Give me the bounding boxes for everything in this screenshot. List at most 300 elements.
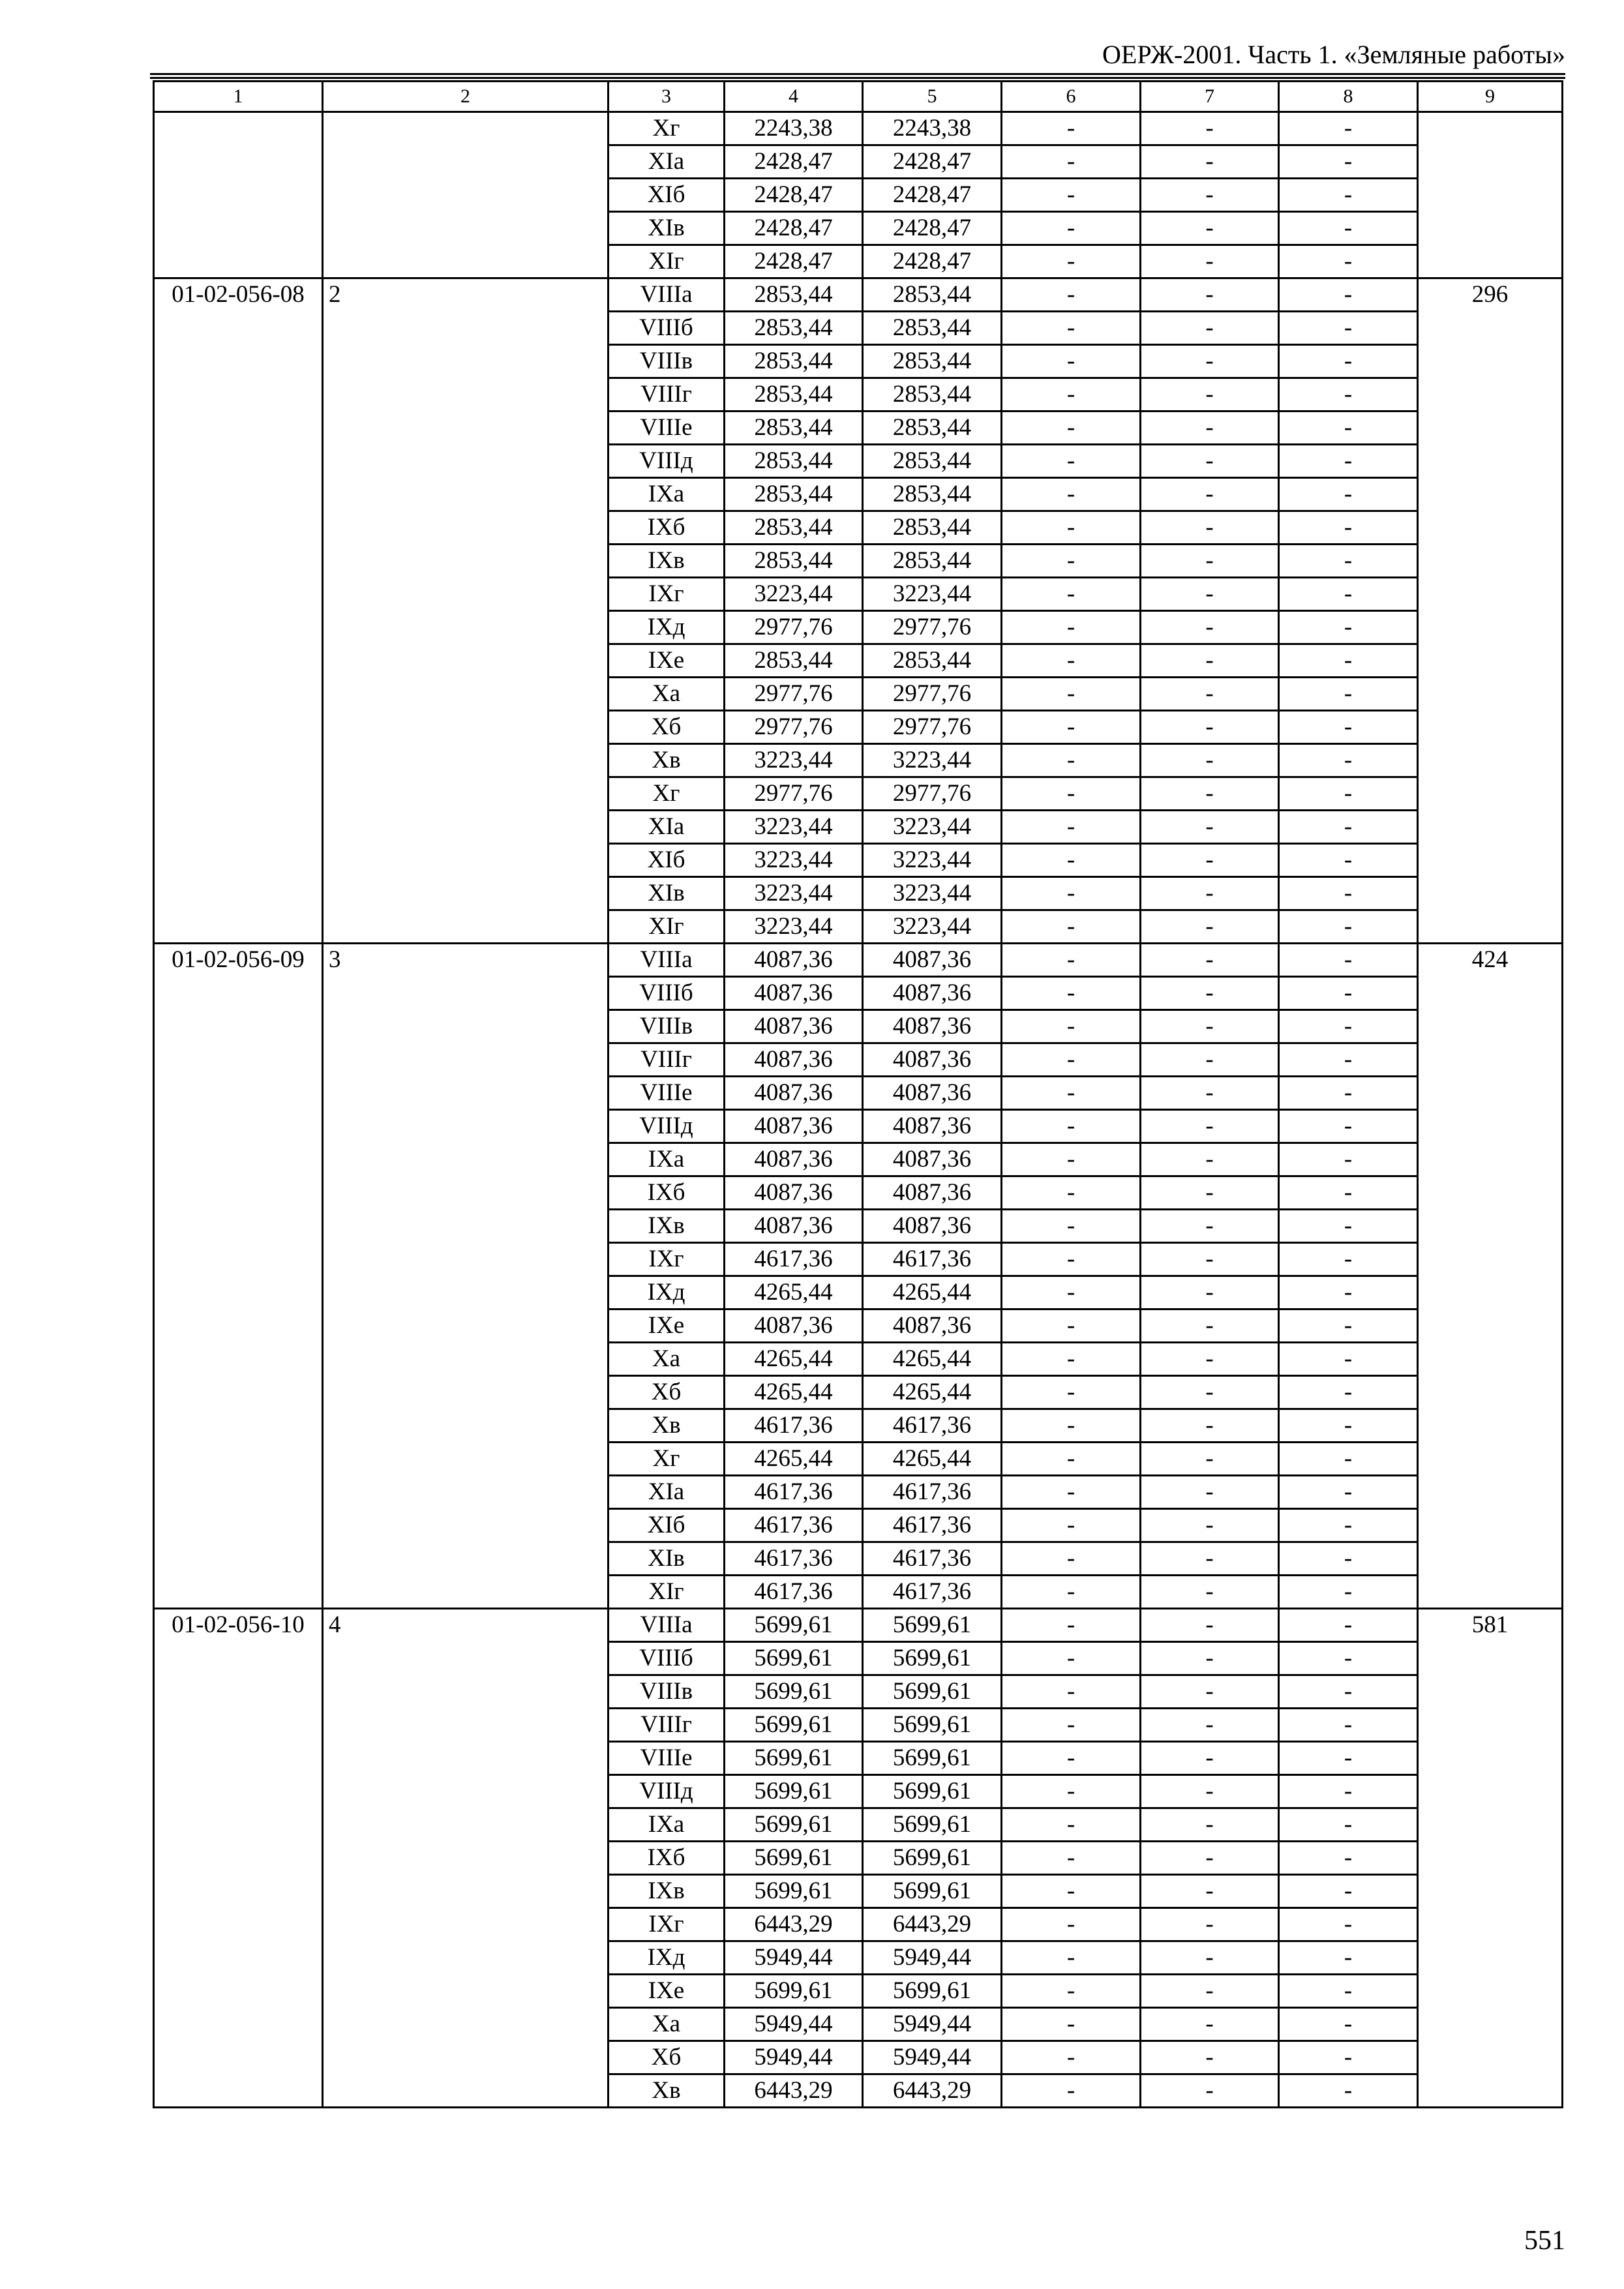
soil-group-cell: Xг xyxy=(609,1443,725,1476)
material-cost-cell: - xyxy=(1279,644,1418,678)
material-cost-cell: - xyxy=(1279,478,1418,511)
total-cell: 581 xyxy=(1418,1609,1563,2108)
table-row xyxy=(154,944,1563,977)
wage-cell: 5699,61 xyxy=(863,1875,1002,1908)
wage-cell: 2853,44 xyxy=(863,312,1002,345)
material-cost-cell: - xyxy=(1279,1376,1418,1409)
machinist-wage-cell: - xyxy=(1141,145,1279,179)
soil-group-cell: IXг xyxy=(609,1243,725,1276)
wage-cell: 3223,44 xyxy=(863,844,1002,877)
material-cost-cell: - xyxy=(1279,545,1418,578)
wage-cell: 6443,29 xyxy=(863,2074,1002,2108)
cost-cell: 4087,36 xyxy=(725,1043,863,1077)
cost-cell: 2977,76 xyxy=(725,611,863,644)
wage-cell: 3223,44 xyxy=(863,811,1002,844)
cost-cell: 5699,61 xyxy=(725,1775,863,1808)
material-cost-cell: - xyxy=(1279,977,1418,1010)
column-number-row xyxy=(154,82,1563,112)
wage-cell: 2853,44 xyxy=(863,411,1002,445)
machinist-wage-cell: - xyxy=(1141,1343,1279,1376)
machine-cost-cell: - xyxy=(1002,1010,1141,1043)
wage-cell: 2853,44 xyxy=(863,345,1002,378)
soil-group-cell: Xг xyxy=(609,112,725,145)
machine-cost-cell: - xyxy=(1002,1309,1141,1343)
wage-cell: 4087,36 xyxy=(863,1176,1002,1210)
wage-cell: 3223,44 xyxy=(863,910,1002,944)
wage-cell: 2853,44 xyxy=(863,445,1002,478)
rate-code-cell xyxy=(154,112,323,278)
machinist-wage-cell: - xyxy=(1141,378,1279,411)
machinist-wage-cell: - xyxy=(1141,212,1279,245)
wage-cell: 5949,44 xyxy=(863,1941,1002,1975)
wage-cell: 4265,44 xyxy=(863,1443,1002,1476)
machine-cost-cell: - xyxy=(1002,977,1141,1010)
rate-code-cell: 01-02-056-10 xyxy=(154,1609,323,2108)
wage-cell: 2428,47 xyxy=(863,212,1002,245)
machinist-wage-cell: - xyxy=(1141,611,1279,644)
soil-group-cell: Xа xyxy=(609,1343,725,1376)
soil-group-cell: VIIIе xyxy=(609,411,725,445)
machinist-wage-cell: - xyxy=(1141,278,1279,312)
machine-cost-cell: - xyxy=(1002,1908,1141,1941)
soil-group-cell: XIа xyxy=(609,811,725,844)
material-cost-cell: - xyxy=(1279,1509,1418,1542)
machinist-wage-cell: - xyxy=(1141,1941,1279,1975)
wage-cell: 3223,44 xyxy=(863,877,1002,910)
soil-group-cell: IXд xyxy=(609,1276,725,1309)
column-number: 1 xyxy=(154,82,323,112)
soil-group-cell: VIIIе xyxy=(609,1742,725,1775)
machinist-wage-cell: - xyxy=(1141,1210,1279,1243)
soil-group-cell: XIв xyxy=(609,877,725,910)
machine-cost-cell: - xyxy=(1002,1742,1141,1775)
soil-group-cell: XIг xyxy=(609,910,725,944)
column-number: 4 xyxy=(725,82,863,112)
soil-group-cell: XIв xyxy=(609,212,725,245)
wage-cell: 2977,76 xyxy=(863,777,1002,811)
material-cost-cell: - xyxy=(1279,811,1418,844)
soil-group-cell: VIIIа xyxy=(609,944,725,977)
wage-cell: 4087,36 xyxy=(863,1309,1002,1343)
page-header-title: ОЕРЖ-2001. Часть 1. «Земляные работы» xyxy=(1102,40,1565,69)
material-cost-cell: - xyxy=(1279,1077,1418,1110)
cost-cell: 2428,47 xyxy=(725,245,863,278)
soil-group-cell: VIIIа xyxy=(609,278,725,312)
table-body xyxy=(154,82,1563,2108)
machinist-wage-cell: - xyxy=(1141,944,1279,977)
material-cost-cell: - xyxy=(1279,145,1418,179)
table-row xyxy=(154,1609,1563,1642)
wage-cell: 4087,36 xyxy=(863,1210,1002,1243)
machine-cost-cell: - xyxy=(1002,345,1141,378)
wage-cell: 5699,61 xyxy=(863,1842,1002,1875)
soil-group-cell: IXд xyxy=(609,1941,725,1975)
cost-cell: 2853,44 xyxy=(725,478,863,511)
machine-cost-cell: - xyxy=(1002,644,1141,678)
total-cell xyxy=(1418,112,1563,278)
total-cell: 296 xyxy=(1418,278,1563,944)
material-cost-cell: - xyxy=(1279,1243,1418,1276)
wage-cell: 5699,61 xyxy=(863,1775,1002,1808)
machinist-wage-cell: - xyxy=(1141,245,1279,278)
machine-cost-cell: - xyxy=(1002,711,1141,744)
material-cost-cell: - xyxy=(1279,312,1418,345)
material-cost-cell: - xyxy=(1279,1576,1418,1609)
machine-cost-cell: - xyxy=(1002,1675,1141,1709)
cost-cell: 3223,44 xyxy=(725,877,863,910)
wage-cell: 2853,44 xyxy=(863,278,1002,312)
machinist-wage-cell: - xyxy=(1141,1143,1279,1176)
machinist-wage-cell: - xyxy=(1141,1576,1279,1609)
material-cost-cell: - xyxy=(1279,1110,1418,1143)
material-cost-cell: - xyxy=(1279,345,1418,378)
wage-cell: 3223,44 xyxy=(863,578,1002,611)
wage-cell: 2853,44 xyxy=(863,378,1002,411)
machinist-wage-cell: - xyxy=(1141,1243,1279,1276)
wage-cell: 5699,61 xyxy=(863,1742,1002,1775)
machine-cost-cell: - xyxy=(1002,1842,1141,1875)
cost-cell: 4617,36 xyxy=(725,1243,863,1276)
soil-group-cell: IXе xyxy=(609,1309,725,1343)
material-cost-cell: - xyxy=(1279,2074,1418,2108)
material-cost-cell: - xyxy=(1279,411,1418,445)
soil-group-cell: VIIIб xyxy=(609,977,725,1010)
wage-cell: 5699,61 xyxy=(863,1709,1002,1742)
cost-cell: 4087,36 xyxy=(725,1010,863,1043)
wage-cell: 4617,36 xyxy=(863,1243,1002,1276)
soil-group-cell: Xб xyxy=(609,2041,725,2074)
machine-cost-cell: - xyxy=(1002,312,1141,345)
material-cost-cell: - xyxy=(1279,944,1418,977)
wage-cell: 4265,44 xyxy=(863,1376,1002,1409)
machinist-wage-cell: - xyxy=(1141,1409,1279,1443)
wage-cell: 4617,36 xyxy=(863,1542,1002,1576)
cost-cell: 2853,44 xyxy=(725,411,863,445)
soil-group-cell: VIIIд xyxy=(609,445,725,478)
machinist-wage-cell: - xyxy=(1141,1875,1279,1908)
machine-cost-cell: - xyxy=(1002,1975,1141,2008)
wage-cell: 2428,47 xyxy=(863,179,1002,212)
machine-cost-cell: - xyxy=(1002,2008,1141,2041)
wage-cell: 5699,61 xyxy=(863,1975,1002,2008)
cost-cell: 2853,44 xyxy=(725,378,863,411)
material-cost-cell: - xyxy=(1279,1808,1418,1842)
soil-group-cell: IXб xyxy=(609,511,725,545)
cost-cell: 3223,44 xyxy=(725,811,863,844)
cost-cell: 4087,36 xyxy=(725,944,863,977)
material-cost-cell: - xyxy=(1279,1709,1418,1742)
wage-cell: 4617,36 xyxy=(863,1509,1002,1542)
machine-cost-cell: - xyxy=(1002,1110,1141,1143)
wage-cell: 4617,36 xyxy=(863,1476,1002,1509)
material-cost-cell: - xyxy=(1279,1143,1418,1176)
machine-cost-cell: - xyxy=(1002,378,1141,411)
machinist-wage-cell: - xyxy=(1141,1476,1279,1509)
machine-cost-cell: - xyxy=(1002,910,1141,944)
column-number: 7 xyxy=(1141,82,1279,112)
cost-cell: 3223,44 xyxy=(725,844,863,877)
wage-cell: 2853,44 xyxy=(863,478,1002,511)
material-cost-cell: - xyxy=(1279,2008,1418,2041)
machine-cost-cell: - xyxy=(1002,1509,1141,1542)
soil-group-cell: VIIIд xyxy=(609,1775,725,1808)
material-cost-cell: - xyxy=(1279,1975,1418,2008)
machine-cost-cell: - xyxy=(1002,245,1141,278)
soil-group-cell: VIIIе xyxy=(609,1077,725,1110)
wage-cell: 4087,36 xyxy=(863,1010,1002,1043)
cost-cell: 3223,44 xyxy=(725,910,863,944)
machine-cost-cell: - xyxy=(1002,1642,1141,1675)
soil-group-cell: IXе xyxy=(609,1975,725,2008)
machinist-wage-cell: - xyxy=(1141,1842,1279,1875)
machine-cost-cell: - xyxy=(1002,1043,1141,1077)
material-cost-cell: - xyxy=(1279,1875,1418,1908)
cost-cell: 4087,36 xyxy=(725,1210,863,1243)
machine-cost-cell: - xyxy=(1002,1476,1141,1509)
soil-group-cell: VIIIв xyxy=(609,345,725,378)
cost-cell: 4617,36 xyxy=(725,1576,863,1609)
machinist-wage-cell: - xyxy=(1141,511,1279,545)
machinist-wage-cell: - xyxy=(1141,678,1279,711)
machinist-wage-cell: - xyxy=(1141,1675,1279,1709)
cost-cell: 2853,44 xyxy=(725,345,863,378)
machine-cost-cell: - xyxy=(1002,877,1141,910)
machinist-wage-cell: - xyxy=(1141,312,1279,345)
quantity-cell xyxy=(323,112,609,278)
machinist-wage-cell: - xyxy=(1141,2074,1279,2108)
wage-cell: 4087,36 xyxy=(863,977,1002,1010)
machine-cost-cell: - xyxy=(1002,1143,1141,1176)
wage-cell: 2853,44 xyxy=(863,545,1002,578)
soil-group-cell: IXб xyxy=(609,1176,725,1210)
soil-group-cell: VIIIд xyxy=(609,1110,725,1143)
wage-cell: 2853,44 xyxy=(863,644,1002,678)
machinist-wage-cell: - xyxy=(1141,2008,1279,2041)
machinist-wage-cell: - xyxy=(1141,2041,1279,2074)
machine-cost-cell: - xyxy=(1002,1609,1141,1642)
machinist-wage-cell: - xyxy=(1141,744,1279,777)
machine-cost-cell: - xyxy=(1002,1343,1141,1376)
wage-cell: 5949,44 xyxy=(863,2041,1002,2074)
material-cost-cell: - xyxy=(1279,1443,1418,1476)
cost-cell: 6443,29 xyxy=(725,1908,863,1941)
column-number: 5 xyxy=(863,82,1002,112)
soil-group-cell: IXа xyxy=(609,1808,725,1842)
machine-cost-cell: - xyxy=(1002,278,1141,312)
soil-group-cell: Xб xyxy=(609,1376,725,1409)
soil-group-cell: IXд xyxy=(609,611,725,644)
cost-cell: 4265,44 xyxy=(725,1443,863,1476)
machinist-wage-cell: - xyxy=(1141,345,1279,378)
cost-cell: 4087,36 xyxy=(725,1077,863,1110)
quantity-cell: 4 xyxy=(323,1609,609,2108)
wage-cell: 2428,47 xyxy=(863,145,1002,179)
machinist-wage-cell: - xyxy=(1141,1742,1279,1775)
machine-cost-cell: - xyxy=(1002,1576,1141,1609)
column-number: 8 xyxy=(1279,82,1418,112)
material-cost-cell: - xyxy=(1279,1742,1418,1775)
machine-cost-cell: - xyxy=(1002,811,1141,844)
machinist-wage-cell: - xyxy=(1141,811,1279,844)
machine-cost-cell: - xyxy=(1002,1542,1141,1576)
machinist-wage-cell: - xyxy=(1141,1110,1279,1143)
material-cost-cell: - xyxy=(1279,245,1418,278)
material-cost-cell: - xyxy=(1279,1343,1418,1376)
machine-cost-cell: - xyxy=(1002,1443,1141,1476)
machine-cost-cell: - xyxy=(1002,212,1141,245)
soil-group-cell: XIг xyxy=(609,1576,725,1609)
machinist-wage-cell: - xyxy=(1141,411,1279,445)
machine-cost-cell: - xyxy=(1002,1875,1141,1908)
wage-cell: 5699,61 xyxy=(863,1675,1002,1709)
wage-cell: 6443,29 xyxy=(863,1908,1002,1941)
total-cell: 424 xyxy=(1418,944,1563,1609)
cost-cell: 4265,44 xyxy=(725,1343,863,1376)
material-cost-cell: - xyxy=(1279,578,1418,611)
machine-cost-cell: - xyxy=(1002,2074,1141,2108)
material-cost-cell: - xyxy=(1279,1642,1418,1675)
material-cost-cell: - xyxy=(1279,910,1418,944)
machinist-wage-cell: - xyxy=(1141,445,1279,478)
machine-cost-cell: - xyxy=(1002,1210,1141,1243)
soil-group-cell: IXв xyxy=(609,545,725,578)
machinist-wage-cell: - xyxy=(1141,644,1279,678)
soil-group-cell: VIIIг xyxy=(609,1709,725,1742)
wage-cell: 3223,44 xyxy=(863,744,1002,777)
cost-cell: 5949,44 xyxy=(725,2008,863,2041)
soil-group-cell: Xв xyxy=(609,1409,725,1443)
cost-cell: 2428,47 xyxy=(725,145,863,179)
wage-cell: 2853,44 xyxy=(863,511,1002,545)
cost-cell: 5949,44 xyxy=(725,1941,863,1975)
wage-cell: 4087,36 xyxy=(863,1143,1002,1176)
machinist-wage-cell: - xyxy=(1141,1443,1279,1476)
soil-group-cell: XIа xyxy=(609,1476,725,1509)
machinist-wage-cell: - xyxy=(1141,1642,1279,1675)
cost-cell: 4265,44 xyxy=(725,1376,863,1409)
cost-cell: 5699,61 xyxy=(725,1808,863,1842)
soil-group-cell: XIб xyxy=(609,1509,725,1542)
price-table xyxy=(153,80,1563,2108)
machine-cost-cell: - xyxy=(1002,1409,1141,1443)
material-cost-cell: - xyxy=(1279,511,1418,545)
wage-cell: 5699,61 xyxy=(863,1609,1002,1642)
cost-cell: 2853,44 xyxy=(725,312,863,345)
cost-cell: 5949,44 xyxy=(725,2041,863,2074)
cost-cell: 4087,36 xyxy=(725,1143,863,1176)
material-cost-cell: - xyxy=(1279,1409,1418,1443)
column-number: 9 xyxy=(1418,82,1563,112)
soil-group-cell: Xв xyxy=(609,2074,725,2108)
machinist-wage-cell: - xyxy=(1141,1509,1279,1542)
machinist-wage-cell: - xyxy=(1141,1043,1279,1077)
soil-group-cell: XIв xyxy=(609,1542,725,1576)
soil-group-cell: XIа xyxy=(609,145,725,179)
material-cost-cell: - xyxy=(1279,1043,1418,1077)
material-cost-cell: - xyxy=(1279,445,1418,478)
machinist-wage-cell: - xyxy=(1141,1808,1279,1842)
machinist-wage-cell: - xyxy=(1141,1176,1279,1210)
cost-cell: 5699,61 xyxy=(725,1709,863,1742)
machinist-wage-cell: - xyxy=(1141,578,1279,611)
machine-cost-cell: - xyxy=(1002,2041,1141,2074)
machine-cost-cell: - xyxy=(1002,112,1141,145)
machinist-wage-cell: - xyxy=(1141,1077,1279,1110)
wage-cell: 4087,36 xyxy=(863,1077,1002,1110)
material-cost-cell: - xyxy=(1279,1276,1418,1309)
material-cost-cell: - xyxy=(1279,1176,1418,1210)
machine-cost-cell: - xyxy=(1002,1808,1141,1842)
material-cost-cell: - xyxy=(1279,777,1418,811)
rate-code-cell: 01-02-056-09 xyxy=(154,944,323,1609)
soil-group-cell: XIб xyxy=(609,179,725,212)
table-row xyxy=(154,278,1563,312)
machine-cost-cell: - xyxy=(1002,744,1141,777)
machinist-wage-cell: - xyxy=(1141,910,1279,944)
cost-cell: 2428,47 xyxy=(725,212,863,245)
machine-cost-cell: - xyxy=(1002,1077,1141,1110)
machinist-wage-cell: - xyxy=(1141,1542,1279,1576)
material-cost-cell: - xyxy=(1279,744,1418,777)
machine-cost-cell: - xyxy=(1002,944,1141,977)
machinist-wage-cell: - xyxy=(1141,977,1279,1010)
soil-group-cell: VIIIг xyxy=(609,1043,725,1077)
rate-code-cell: 01-02-056-08 xyxy=(154,278,323,944)
machinist-wage-cell: - xyxy=(1141,1376,1279,1409)
machinist-wage-cell: - xyxy=(1141,545,1279,578)
soil-group-cell: Xв xyxy=(609,744,725,777)
header-rule-top xyxy=(150,73,1565,75)
material-cost-cell: - xyxy=(1279,711,1418,744)
machinist-wage-cell: - xyxy=(1141,478,1279,511)
machine-cost-cell: - xyxy=(1002,844,1141,877)
machine-cost-cell: - xyxy=(1002,478,1141,511)
machine-cost-cell: - xyxy=(1002,411,1141,445)
cost-cell: 5699,61 xyxy=(725,1642,863,1675)
quantity-cell: 2 xyxy=(323,278,609,944)
wage-cell: 4265,44 xyxy=(863,1276,1002,1309)
machine-cost-cell: - xyxy=(1002,1243,1141,1276)
cost-cell: 3223,44 xyxy=(725,578,863,611)
material-cost-cell: - xyxy=(1279,1210,1418,1243)
cost-cell: 5699,61 xyxy=(725,1842,863,1875)
soil-group-cell: VIIIб xyxy=(609,312,725,345)
machinist-wage-cell: - xyxy=(1141,1975,1279,2008)
soil-group-cell: VIIIа xyxy=(609,1609,725,1642)
machinist-wage-cell: - xyxy=(1141,844,1279,877)
material-cost-cell: - xyxy=(1279,1609,1418,1642)
material-cost-cell: - xyxy=(1279,1476,1418,1509)
column-number: 2 xyxy=(323,82,609,112)
cost-cell: 6443,29 xyxy=(725,2074,863,2108)
soil-group-cell: IXа xyxy=(609,478,725,511)
soil-group-cell: XIб xyxy=(609,844,725,877)
material-cost-cell: - xyxy=(1279,844,1418,877)
material-cost-cell: - xyxy=(1279,1542,1418,1576)
header-rule-bottom xyxy=(150,77,1565,79)
soil-group-cell: VIIIв xyxy=(609,1010,725,1043)
cost-cell: 4617,36 xyxy=(725,1542,863,1576)
material-cost-cell: - xyxy=(1279,1908,1418,1941)
soil-group-cell: IXб xyxy=(609,1842,725,1875)
wage-cell: 2977,76 xyxy=(863,678,1002,711)
machine-cost-cell: - xyxy=(1002,1775,1141,1808)
material-cost-cell: - xyxy=(1279,278,1418,312)
cost-cell: 4265,44 xyxy=(725,1276,863,1309)
material-cost-cell: - xyxy=(1279,112,1418,145)
cost-cell: 2977,76 xyxy=(725,777,863,811)
machine-cost-cell: - xyxy=(1002,179,1141,212)
